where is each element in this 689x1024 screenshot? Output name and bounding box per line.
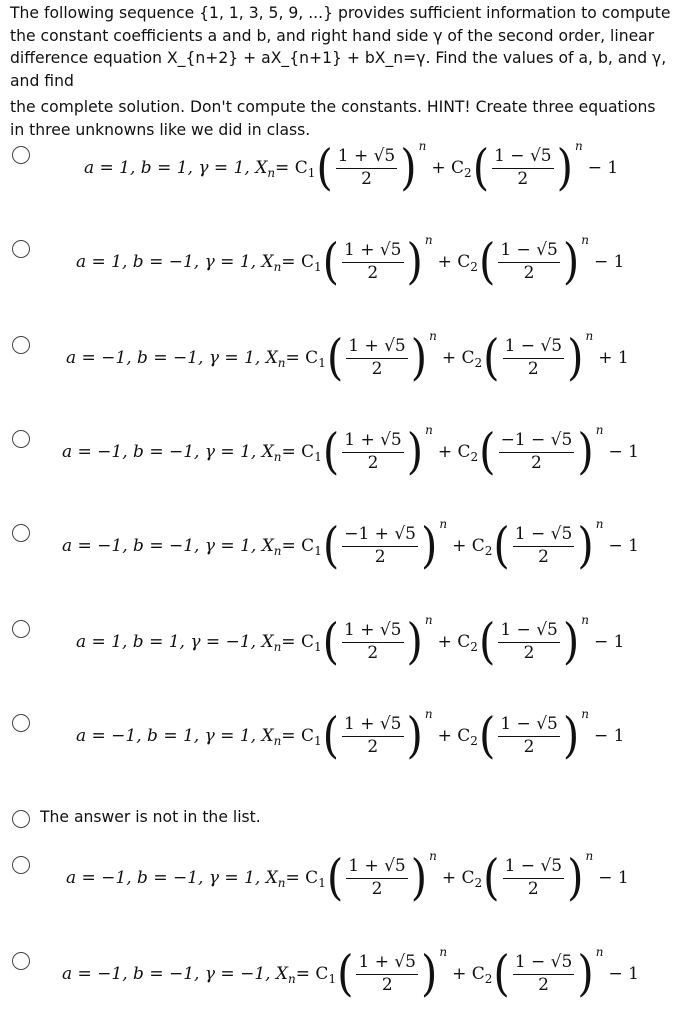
constant-tail: − 1 <box>593 252 625 272</box>
constant-tail: − 1 <box>593 726 625 746</box>
right-paren: ) <box>410 849 428 906</box>
term-1 <box>326 329 437 386</box>
plus-c: + C <box>437 252 471 272</box>
fraction-1 <box>346 337 408 379</box>
term-2 <box>492 945 604 1002</box>
fraction-numerator: 1 − √5 <box>498 241 560 263</box>
term-1 <box>336 945 448 1002</box>
fraction-numerator: 1 + √5 <box>336 147 398 169</box>
exponent-n: n <box>439 945 448 959</box>
fraction-denominator: 2 <box>367 736 379 757</box>
fraction-numerator: 1 + √5 <box>342 431 404 453</box>
fraction-numerator: 1 + √5 <box>342 621 404 643</box>
option-radio-6[interactable] <box>12 620 30 638</box>
subscript-c2: 2 <box>464 166 472 180</box>
option-formula-9 <box>66 848 629 908</box>
term-1 <box>322 613 433 670</box>
fraction-denominator: 2 <box>371 358 383 379</box>
option-params: a = 1, b = 1, γ = 1, X <box>84 158 268 178</box>
term-1 <box>326 849 437 906</box>
fraction-denominator: 2 <box>381 974 393 995</box>
equals-c: = C <box>281 536 315 556</box>
fraction-denominator: 2 <box>374 546 386 567</box>
subscript-c1: 1 <box>313 640 322 654</box>
fraction-numerator: −1 + √5 <box>342 525 418 547</box>
left-paren: ( <box>322 707 339 764</box>
term-2 <box>478 707 589 764</box>
exponent-n: n <box>581 233 589 247</box>
option-radio-8[interactable] <box>12 810 30 828</box>
subscript-n: n <box>273 734 282 748</box>
term-2 <box>482 849 594 906</box>
equals-c: = C <box>281 632 314 652</box>
fraction-2 <box>498 621 560 663</box>
exponent-n: n <box>424 707 433 721</box>
exponent-n: n <box>581 707 589 721</box>
fraction-numerator: 1 + √5 <box>342 241 404 263</box>
equals-c: = C <box>285 348 319 368</box>
right-paren: ) <box>562 613 580 670</box>
left-paren: ( <box>478 233 496 290</box>
fraction-1 <box>342 431 404 473</box>
plus-c: + C <box>437 442 471 462</box>
option-params: a = −1, b = −1, γ = 1, X <box>66 348 278 368</box>
option-radio-9[interactable] <box>12 856 30 874</box>
fraction-denominator: 2 <box>531 452 542 473</box>
option-radio-10[interactable] <box>12 952 30 970</box>
subscript-c2: 2 <box>470 734 478 748</box>
term-1 <box>322 707 433 764</box>
fraction-2 <box>503 337 565 379</box>
constant-tail: − 1 <box>587 158 619 178</box>
fraction-numerator: 1 − √5 <box>498 621 560 643</box>
subscript-c1: 1 <box>328 972 337 986</box>
right-paren: ) <box>562 707 580 764</box>
question-line-4: the complete solution. Don't compute the constants. HINT! Create three equations <box>10 98 656 116</box>
option-formula-4 <box>62 422 639 482</box>
constant-tail: − 1 <box>608 442 639 462</box>
term-1 <box>322 423 433 480</box>
equals-c: = C <box>285 868 319 888</box>
subscript-n: n <box>273 260 282 274</box>
left-paren: ( <box>493 945 510 1002</box>
term-2 <box>478 423 604 480</box>
question-line-2: the constant coefficients a and b, and right hand side γ of the second order, linear <box>10 26 655 45</box>
option-radio-2[interactable] <box>12 240 30 258</box>
fraction-numerator: 1 − √5 <box>503 337 565 359</box>
fraction-denominator: 2 <box>517 168 529 189</box>
subscript-c2: 2 <box>474 356 483 370</box>
fraction-2 <box>498 715 560 757</box>
fraction-1 <box>342 715 404 757</box>
fraction-numerator: −1 − √5 <box>499 431 575 453</box>
option-params: a = −1, b = −1, γ = 1, X <box>66 868 278 888</box>
left-paren: ( <box>493 517 510 574</box>
option-params: a = −1, b = −1, γ = 1, X <box>62 442 274 462</box>
constant-tail: + 1 <box>598 348 629 368</box>
left-paren: ( <box>322 233 339 290</box>
plus-c: + C <box>441 868 475 888</box>
subscript-c1: 1 <box>313 734 322 748</box>
term-2 <box>478 233 589 290</box>
right-paren: ) <box>406 707 423 764</box>
question-line-1: The following sequence {1, 1, 3, 5, 9, ...} provides sufficient information to compute <box>10 4 671 22</box>
right-paren: ) <box>406 423 424 480</box>
fraction-denominator: 2 <box>367 642 379 663</box>
fraction-2 <box>503 857 565 899</box>
plus-c: + C <box>437 632 471 652</box>
right-paren: ) <box>577 423 594 480</box>
fraction-denominator: 2 <box>371 878 383 899</box>
exponent-n: n <box>424 233 433 247</box>
fraction-numerator: 1 + √5 <box>342 715 404 737</box>
subscript-c2: 2 <box>474 876 483 890</box>
fraction-2 <box>513 953 575 995</box>
option-radio-4[interactable] <box>12 430 30 448</box>
subscript-c1: 1 <box>314 450 322 464</box>
question-line-3: difference equation X_{n+2} + aX_{n+1} + bX_n=γ. Find the values of a, b, and γ, and find <box>10 49 667 90</box>
fraction-1 <box>342 621 404 663</box>
option-radio-7[interactable] <box>12 714 30 732</box>
left-paren: ( <box>316 139 333 196</box>
subscript-c1: 1 <box>314 544 322 558</box>
equals-c: = C <box>281 726 314 746</box>
exponent-n: n <box>585 329 594 343</box>
right-paren: ) <box>577 517 594 574</box>
right-paren: ) <box>556 139 573 196</box>
term-2 <box>492 517 604 574</box>
option-params: a = −1, b = 1, γ = 1, X <box>76 726 274 746</box>
fraction-2 <box>499 431 575 473</box>
left-paren: ( <box>322 423 340 480</box>
fraction-2 <box>492 147 554 189</box>
right-paren: ) <box>406 233 423 290</box>
exponent-n: n <box>585 849 594 863</box>
left-paren: ( <box>479 423 496 480</box>
exponent-n: n <box>595 423 604 437</box>
subscript-c1: 1 <box>313 260 322 274</box>
option-params: a = 1, b = −1, γ = 1, X <box>76 252 274 272</box>
fraction-2 <box>498 241 560 283</box>
subscript-n: n <box>267 166 276 180</box>
left-paren: ( <box>478 707 496 764</box>
fraction-denominator: 2 <box>527 358 539 379</box>
right-paren: ) <box>577 945 594 1002</box>
option-params: a = −1, b = −1, γ = 1, X <box>62 536 274 556</box>
subscript-c1: 1 <box>318 356 326 370</box>
fraction-denominator: 2 <box>527 878 539 899</box>
fraction-numerator: 1 − √5 <box>513 525 575 547</box>
subscript-n: n <box>273 640 282 654</box>
left-paren: ( <box>322 517 340 574</box>
plus-c: + C <box>441 348 475 368</box>
exponent-n: n <box>418 139 427 153</box>
right-paren: ) <box>410 329 428 386</box>
fraction-numerator: 1 + √5 <box>346 857 408 879</box>
plus-c: + C <box>452 964 485 984</box>
left-paren: ( <box>326 849 344 906</box>
equals-c: = C <box>281 442 315 462</box>
term-2 <box>478 613 589 670</box>
option-formula-10 <box>62 944 639 1004</box>
subscript-c2: 2 <box>470 640 478 654</box>
option-radio-3[interactable] <box>12 336 30 354</box>
equals-c: = C <box>295 964 329 984</box>
exponent-n: n <box>439 517 448 531</box>
fraction-2 <box>513 525 575 567</box>
fraction-numerator: 1 − √5 <box>498 715 560 737</box>
equals-c: = C <box>275 158 308 178</box>
left-paren: ( <box>483 849 500 906</box>
left-paren: ( <box>483 329 500 386</box>
subscript-n: n <box>288 972 296 986</box>
exponent-n: n <box>429 329 437 343</box>
subscript-c1: 1 <box>307 166 316 180</box>
term-1 <box>322 517 448 574</box>
right-paren: ) <box>406 613 423 670</box>
fraction-numerator: 1 + √5 <box>356 953 418 975</box>
exponent-n: n <box>595 945 604 959</box>
option-label-8: The answer is not in the list. <box>40 808 261 826</box>
exponent-n: n <box>581 613 589 627</box>
constant-tail: − 1 <box>598 868 629 888</box>
equals-c: = C <box>281 252 314 272</box>
subscript-c1: 1 <box>318 876 326 890</box>
subscript-n: n <box>273 450 282 464</box>
option-params: a = −1, b = −1, γ = −1, X <box>62 964 289 984</box>
fraction-1 <box>342 525 418 567</box>
fraction-numerator: 1 − √5 <box>503 857 565 879</box>
constant-tail: − 1 <box>608 536 639 556</box>
fraction-denominator: 2 <box>538 546 549 567</box>
subscript-c2: 2 <box>484 544 493 558</box>
option-formula-5 <box>62 516 639 576</box>
constant-tail: − 1 <box>593 632 625 652</box>
plus-c: + C <box>452 536 485 556</box>
left-paren: ( <box>472 139 490 196</box>
fraction-numerator: 1 − √5 <box>513 953 575 975</box>
subscript-n: n <box>273 544 282 558</box>
plus-c: + C <box>437 726 471 746</box>
plus-c: + C <box>431 158 465 178</box>
exponent-n: n <box>425 423 433 437</box>
option-formula-1 <box>84 138 618 198</box>
fraction-denominator: 2 <box>538 974 549 995</box>
exponent-n: n <box>424 613 433 627</box>
right-paren: ) <box>567 849 584 906</box>
fraction-denominator: 2 <box>367 262 379 283</box>
right-paren: ) <box>562 233 580 290</box>
option-formula-6 <box>76 612 624 672</box>
left-paren: ( <box>337 945 354 1002</box>
option-formula-3 <box>66 328 629 388</box>
exponent-n: n <box>429 849 437 863</box>
option-formula-7 <box>76 706 624 766</box>
option-radio-1[interactable] <box>12 146 30 164</box>
question-text <box>10 2 682 141</box>
left-paren: ( <box>322 613 339 670</box>
right-paren: ) <box>567 329 584 386</box>
fraction-denominator: 2 <box>523 262 535 283</box>
right-paren: ) <box>400 139 417 196</box>
fraction-denominator: 2 <box>361 168 372 189</box>
fraction-denominator: 2 <box>523 736 535 757</box>
subscript-c2: 2 <box>470 450 479 464</box>
subscript-n: n <box>277 356 286 370</box>
subscript-c2: 2 <box>470 260 478 274</box>
term-1 <box>322 233 433 290</box>
fraction-1 <box>336 147 398 189</box>
question-line-5: in three unknowns like we did in class. <box>10 120 311 139</box>
fraction-1 <box>342 241 404 283</box>
exponent-n: n <box>595 517 604 531</box>
right-paren: ) <box>420 517 438 574</box>
option-formula-2 <box>76 232 624 292</box>
fraction-1 <box>356 953 418 995</box>
left-paren: ( <box>478 613 496 670</box>
term-2 <box>472 139 583 196</box>
subscript-c2: 2 <box>484 972 493 986</box>
fraction-denominator: 2 <box>523 642 535 663</box>
constant-tail: − 1 <box>608 964 639 984</box>
fraction-1 <box>346 857 408 899</box>
option-radio-5[interactable] <box>12 524 30 542</box>
option-params: a = 1, b = 1, γ = −1, X <box>76 632 274 652</box>
fraction-numerator: 1 − √5 <box>492 147 554 169</box>
exponent-n: n <box>575 139 583 153</box>
fraction-denominator: 2 <box>367 452 379 473</box>
left-paren: ( <box>326 329 344 386</box>
subscript-n: n <box>277 876 286 890</box>
right-paren: ) <box>421 945 438 1002</box>
term-2 <box>482 329 594 386</box>
fraction-numerator: 1 + √5 <box>346 337 408 359</box>
term-1 <box>315 139 427 196</box>
